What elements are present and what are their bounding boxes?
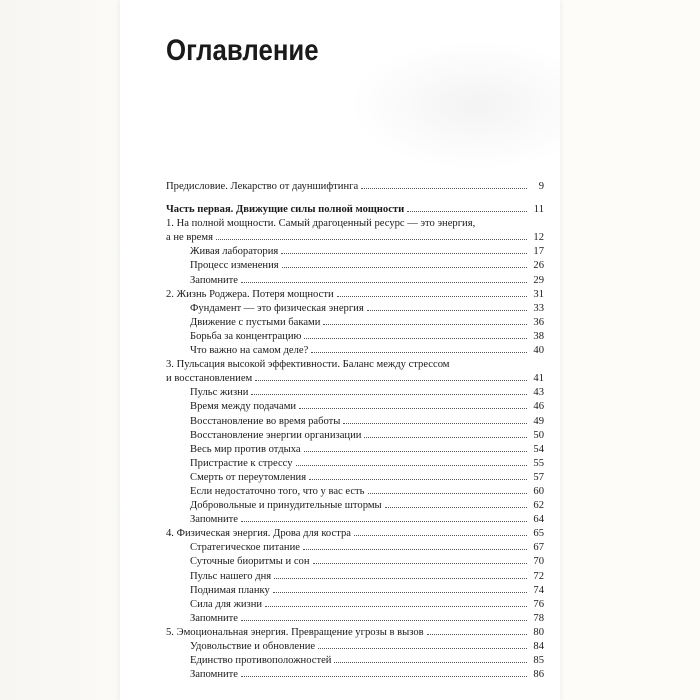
toc-entry[interactable]: Поднимая планку 74 — [190, 584, 544, 596]
toc-entry[interactable]: Если недостаточно того, что у вас есть 60 — [190, 485, 544, 497]
dot-leader — [364, 436, 527, 438]
dot-leader — [265, 605, 527, 607]
toc-entry[interactable]: Восстановление энергии организации 50 — [190, 429, 544, 441]
dot-leader — [313, 562, 528, 564]
toc-entry-chapter-5[interactable]: 5. Эмоциональная энергия. Превращение угрозы в вызов 80 — [166, 626, 544, 638]
toc-entry[interactable]: Что важно на самом деле? 40 — [190, 345, 544, 357]
toc-entry-chapter-2[interactable]: 2. Жизнь Роджера. Потеря мощности 31 — [166, 288, 544, 300]
page-title: Оглавление — [166, 34, 319, 67]
table-of-contents — [166, 180, 544, 682]
toc-entry[interactable]: Живая лаборатория 17 — [190, 246, 544, 258]
toc-entry[interactable]: Время между подачами 46 — [190, 401, 544, 413]
toc-entry[interactable]: Единство противоположностей 85 — [190, 655, 544, 667]
toc-entry[interactable]: Восстановление во время работы 49 — [190, 415, 544, 427]
dot-leader — [367, 309, 527, 311]
dot-leader — [318, 647, 527, 649]
toc-entry[interactable]: Процесс изменения 26 — [190, 260, 544, 272]
dot-leader — [273, 591, 527, 593]
toc-entry[interactable]: Весь мир против отдыха 54 — [190, 443, 544, 455]
dot-leader — [354, 534, 527, 536]
toc-entry[interactable]: Стратегическое питание 67 — [190, 542, 544, 554]
dot-leader — [304, 337, 527, 339]
dot-leader — [303, 548, 527, 550]
dot-leader — [368, 492, 527, 494]
dot-leader — [241, 619, 527, 621]
dot-leader — [281, 252, 527, 254]
spacer — [166, 194, 544, 203]
toc-entry-chapter-1-line1[interactable]: 1. На полной мощности. Самый драгоценный ресурс — это энергия, — [166, 218, 476, 230]
toc-entry[interactable]: Движение с пустыми баками 36 — [190, 316, 544, 328]
toc-entry-chapter-3-line1[interactable]: 3. Пульсация высокой эффективности. Баланс между стрессом — [166, 359, 450, 371]
toc-entry[interactable]: Запомните 78 — [190, 612, 544, 624]
dot-leader — [337, 295, 527, 297]
toc-entry[interactable]: Пульс нашего дня 72 — [190, 570, 544, 582]
toc-entry[interactable]: Запомните 29 — [190, 274, 544, 286]
dot-leader — [323, 323, 527, 325]
dot-leader — [216, 238, 527, 240]
toc-entry[interactable]: Удовольствие и обновление 84 — [190, 641, 544, 652]
dot-leader — [241, 520, 527, 522]
toc-entry[interactable]: Пульс жизни 43 — [190, 387, 544, 399]
dot-leader — [311, 351, 527, 353]
show-through-blur — [350, 40, 560, 170]
dot-leader — [343, 422, 527, 424]
dot-leader — [274, 577, 527, 579]
toc-entry[interactable]: Фундамент — это физическая энергия 33 — [190, 302, 544, 314]
dot-leader — [385, 506, 527, 508]
toc-entry-part-one[interactable]: Часть первая. Движущие силы полной мощности 11 — [166, 204, 544, 216]
toc-entry[interactable]: Смерть от переутомления 57 — [190, 471, 544, 483]
toc-entry[interactable]: Запомните 86 — [190, 669, 544, 681]
page-gutter — [0, 0, 120, 700]
toc-entry[interactable]: Запомните 64 — [190, 514, 544, 526]
toc-entry[interactable]: Суточные биоритмы и сон 70 — [190, 556, 544, 568]
dot-leader — [241, 281, 527, 283]
dot-leader — [361, 187, 527, 189]
toc-entry-preface[interactable]: Предисловие. Лекарство от дауншифтинга 9 — [166, 181, 544, 192]
toc-entry[interactable]: Пристрастие к стрессу 55 — [190, 457, 544, 469]
toc-entry-chapter-1[interactable]: а не время 12 — [166, 232, 544, 244]
toc-entry[interactable]: Борьба за концентрацию 38 — [190, 330, 544, 342]
dot-leader — [255, 379, 527, 381]
toc-entry[interactable]: Сила для жизни 76 — [190, 598, 544, 610]
dot-leader — [427, 633, 527, 635]
dot-leader — [296, 464, 527, 466]
toc-entry-chapter-3[interactable]: и восстановлением 41 — [166, 373, 544, 385]
dot-leader — [282, 266, 527, 268]
dot-leader — [334, 661, 527, 663]
dot-leader — [241, 675, 527, 677]
toc-entry-chapter-4[interactable]: 4. Физическая энергия. Дрова для костра 65 — [166, 528, 544, 540]
toc-entry[interactable]: Добровольные и принудительные штормы 62 — [190, 500, 544, 512]
dot-leader — [299, 407, 527, 409]
dot-leader — [251, 393, 527, 395]
dot-leader — [407, 210, 527, 212]
dot-leader — [304, 450, 527, 452]
dot-leader — [309, 478, 527, 480]
